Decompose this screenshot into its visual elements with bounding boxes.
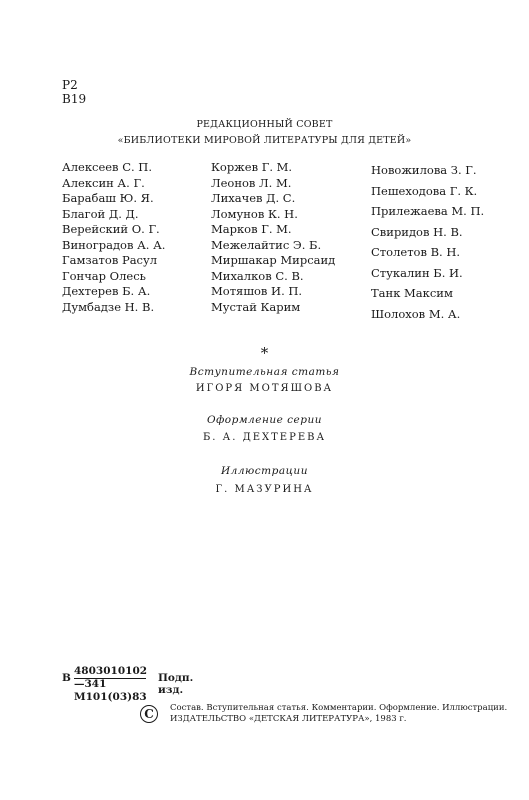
board-member: Гамзатов Расул <box>62 253 158 267</box>
copyright-text <box>170 703 507 725</box>
credit-role: Иллюстрации <box>221 465 308 477</box>
board-member: Леонов Л. М. <box>211 175 292 190</box>
board-member: Алексеев С. П. <box>62 160 152 174</box>
copyright-line: ИЗДАТЕЛЬСТВО «ДЕТСКАЯ ЛИТЕРАТУРА», 1983 г. <box>170 714 407 724</box>
board-member: Стукалин Б. И. <box>371 265 463 280</box>
code-fraction <box>74 665 147 704</box>
board-member: Михалков С. В. <box>211 268 304 283</box>
classification-line: В19 <box>62 92 87 106</box>
board-member: Прилежаева М. П. <box>371 204 485 218</box>
board-member: Марков Г. М. <box>211 222 292 236</box>
board-column-3 <box>371 160 484 324</box>
credit-name: Б. А. ДЕХТЕРЕВА <box>202 432 327 443</box>
board-member: Алексин А. Г. <box>62 175 145 190</box>
board-member: Новожилова З. Г. <box>371 163 477 177</box>
board-member: Барабаш Ю. Я. <box>62 191 154 205</box>
board-member: Коржев Г. М. <box>211 160 293 174</box>
credit-name: ИГОРЯ МОТЯШОВА <box>195 383 334 394</box>
code-numerator: 4803010102—341 <box>74 665 148 690</box>
board-member: Дехтерев Б. А. <box>62 284 151 298</box>
board-member: Шолохов М. А. <box>371 306 461 321</box>
board-column-2 <box>211 160 335 315</box>
board-member: Свиридов Н. В. <box>371 224 463 239</box>
board-member: Столетов В. Н. <box>371 245 461 259</box>
fraction-line <box>74 678 146 679</box>
copyright-line: Состав. Вступительная статья. Комментарии. Оформление. Иллюстрации. <box>170 703 508 713</box>
board-member: Мустай Карим <box>211 299 301 314</box>
board-member: Верейский О. Г. <box>62 222 160 236</box>
board-member: Благой Д. Д. <box>62 206 139 221</box>
classification-line: Р2 <box>62 78 78 92</box>
board-member: Гончар Олесь <box>62 268 146 283</box>
board-column-1 <box>62 160 165 315</box>
credit-role: Оформление серии <box>206 414 323 426</box>
board-member: Мотяшов И. П. <box>211 284 303 298</box>
code-denominator: М101(03)83 <box>74 691 147 703</box>
copyright-icon: C <box>140 705 158 723</box>
board-member: Миршакар Мирсаид <box>211 253 336 267</box>
separator-star: * <box>260 344 269 362</box>
board-member: Виноградов А. А. <box>62 237 166 252</box>
board-member: Ломунов К. Н. <box>211 206 298 221</box>
classification-code <box>62 78 86 106</box>
code-lead: В <box>62 672 71 684</box>
credit-role: Вступительная статья <box>189 366 340 378</box>
board-title: РЕДАКЦИОННЫЙ СОВЕТ <box>196 119 333 130</box>
board-member: Пешеходова Г. К. <box>371 183 478 198</box>
board-member: Лихачев Д. С. <box>211 191 296 205</box>
board-subtitle: «БИБЛИОТЕКИ МИРОВОЙ ЛИТЕРАТУРЫ ДЛЯ ДЕТЕЙ» <box>117 135 412 146</box>
board-member: Думбадзе Н. В. <box>62 299 155 314</box>
credit-name: Г. МАЗУРИНА <box>215 484 314 495</box>
board-member: Танк Максим <box>371 286 453 300</box>
board-member: Межелайтис Э. Б. <box>211 237 322 252</box>
code-tail: Подп. изд. <box>158 672 194 696</box>
